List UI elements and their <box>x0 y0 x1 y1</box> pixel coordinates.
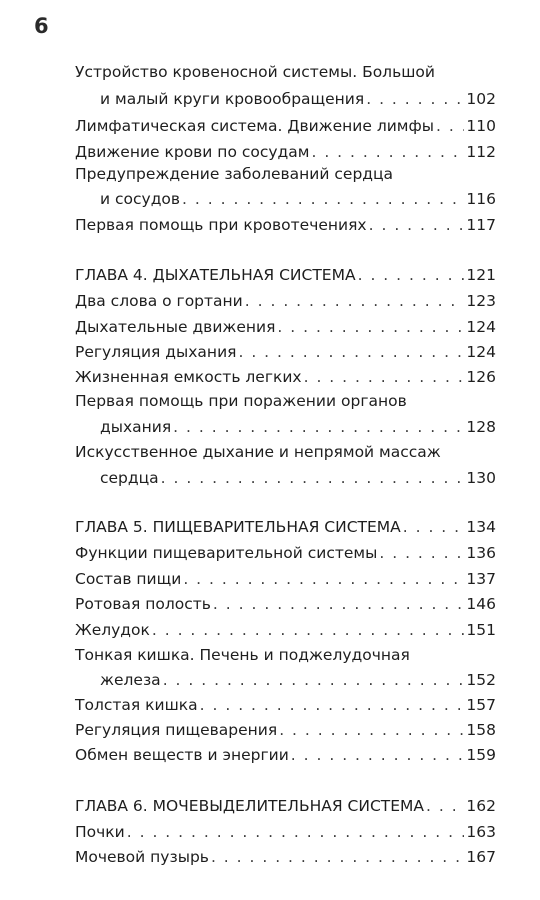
chapter-title: ГЛАВА 5. ПИЩЕВАРИТЕЛЬНАЯ СИСТЕМА <box>75 518 401 536</box>
chapter-title: ГЛАВА 4. ДЫХАТЕЛЬНАЯ СИСТЕМА <box>75 266 356 284</box>
toc-entry-page: 121 <box>466 266 496 284</box>
toc-entry[interactable] <box>75 367 496 387</box>
toc-entry[interactable] <box>75 291 496 311</box>
toc-entry[interactable] <box>75 543 496 563</box>
toc-entry-page: 124 <box>466 318 496 336</box>
toc-entry-title: железа <box>100 671 161 689</box>
leader-dots <box>163 670 465 690</box>
toc-entry[interactable] <box>100 417 496 437</box>
leader-dots <box>277 317 464 337</box>
toc-entry-title: Два слова о гортани <box>75 292 243 310</box>
toc-entry-page: 126 <box>466 368 496 386</box>
toc-entry[interactable] <box>75 317 496 337</box>
leader-dots <box>161 468 465 488</box>
toc-entry-title: и малый круги кровообращения <box>100 90 365 108</box>
toc-entry-page: 167 <box>466 848 496 866</box>
toc-entry-page: 134 <box>466 518 496 536</box>
leader-dots <box>182 189 464 209</box>
chapter-title: ГЛАВА 6. МОЧЕВЫДЕЛИТЕЛЬНАЯ СИСТЕМА <box>75 797 425 815</box>
toc-entry-title: Функции пищеварительной системы <box>75 544 378 562</box>
toc-entry-title: Тонкая кишка. Печень и поджелудочная <box>75 646 410 664</box>
toc-entry-title: Движение крови по сосудам <box>75 143 310 161</box>
toc-entry-page: 116 <box>466 190 496 208</box>
toc-entry[interactable] <box>100 468 496 488</box>
chapter-heading[interactable] <box>75 796 496 816</box>
toc-entry-page: 157 <box>466 696 496 714</box>
leader-dots <box>291 745 465 765</box>
chapter-heading[interactable] <box>75 517 496 537</box>
leader-dots <box>211 847 464 867</box>
toc-entry[interactable] <box>75 695 496 715</box>
toc-entry-page: 152 <box>466 671 496 689</box>
leader-dots <box>379 543 464 563</box>
toc-entry-page: 137 <box>466 570 496 588</box>
leader-dots <box>183 569 464 589</box>
toc-entry-title: Ротовая полость <box>75 595 211 613</box>
toc-entry-page: 102 <box>466 90 496 108</box>
toc-entry[interactable] <box>100 670 496 690</box>
toc-entry-title: Лимфатическая система. Движение лимфы <box>75 117 434 135</box>
toc-entry-page: 159 <box>466 746 496 764</box>
toc-entry-title: Желудок <box>75 621 150 639</box>
leader-dots <box>304 367 465 387</box>
toc-entry-heading-line <box>75 442 496 462</box>
chapter-heading[interactable] <box>75 265 496 285</box>
toc-entry-page: 123 <box>466 292 496 310</box>
toc-entry-heading-line <box>75 62 496 82</box>
toc-entry-title: Первая помощь при поражении органов <box>75 392 407 410</box>
leader-dots <box>127 822 465 842</box>
toc-entry-title: Первая помощь при кровотечениях <box>75 216 367 234</box>
toc-entry-title: Устройство кровеносной системы. Большой <box>75 63 435 81</box>
toc-entry[interactable] <box>75 116 496 136</box>
leader-dots <box>436 116 464 136</box>
toc-entry[interactable] <box>75 822 496 842</box>
leader-dots <box>366 89 464 109</box>
toc-entry[interactable] <box>75 142 496 162</box>
toc-entry[interactable] <box>100 189 496 209</box>
toc-entry[interactable] <box>75 720 496 740</box>
toc-entry-title: Мочевой пузырь <box>75 848 209 866</box>
leader-dots <box>426 796 464 816</box>
toc-entry-page: 163 <box>466 823 496 841</box>
toc-entry-title: сердца <box>100 469 159 487</box>
toc-entry-heading-line <box>75 645 496 665</box>
toc-entry-page: 146 <box>466 595 496 613</box>
toc-entry[interactable] <box>75 745 496 765</box>
toc-entry-title: Регуляция дыхания <box>75 343 237 361</box>
toc-entry-title: Обмен веществ и энергии <box>75 746 289 764</box>
toc-entry-title: Дыхательные движения <box>75 318 276 336</box>
toc-entry-page: 130 <box>466 469 496 487</box>
toc-entry[interactable] <box>75 342 496 362</box>
toc-entry[interactable] <box>100 89 496 109</box>
toc-entry-page: 128 <box>466 418 496 436</box>
toc-entry-page: 158 <box>466 721 496 739</box>
toc-entry-title: и сосудов <box>100 190 181 208</box>
toc-entry-title: Предупреждение заболеваний сердца <box>75 165 394 183</box>
toc-entry-page: 151 <box>466 621 496 639</box>
leader-dots <box>213 594 464 614</box>
toc-entry-page: 136 <box>466 544 496 562</box>
toc-entry-heading-line <box>75 164 496 184</box>
toc-entry[interactable] <box>75 847 496 867</box>
toc-entry-page: 124 <box>466 343 496 361</box>
toc-entry[interactable] <box>75 215 496 235</box>
toc-entry-title: Состав пищи <box>75 570 182 588</box>
leader-dots <box>403 517 465 537</box>
toc-entry-title: Жизненная емкость легких <box>75 368 302 386</box>
toc-entry[interactable] <box>75 594 496 614</box>
toc-entry-page: 110 <box>466 117 496 135</box>
leader-dots <box>245 291 465 311</box>
toc-entry-title: Толстая кишка <box>75 696 198 714</box>
toc-entry[interactable] <box>75 620 496 640</box>
toc-entry-title: Регуляция пищеварения <box>75 721 278 739</box>
toc-entry-page: 112 <box>466 143 496 161</box>
leader-dots <box>279 720 464 740</box>
page-number: 6 <box>34 14 49 38</box>
toc-entry-title: Искусственное дыхание и непрямой массаж <box>75 443 441 461</box>
toc-entry-title: Почки <box>75 823 125 841</box>
leader-dots <box>200 695 465 715</box>
toc-entry-heading-line <box>75 391 496 411</box>
toc-entry[interactable] <box>75 569 496 589</box>
toc-entry-page: 117 <box>466 216 496 234</box>
leader-dots <box>358 265 465 285</box>
leader-dots <box>173 417 464 437</box>
leader-dots <box>369 215 465 235</box>
leader-dots <box>238 342 464 362</box>
toc-entry-page: 162 <box>466 797 496 815</box>
toc-entry-title: дыхания <box>100 418 172 436</box>
leader-dots <box>152 620 465 640</box>
leader-dots <box>311 142 464 162</box>
